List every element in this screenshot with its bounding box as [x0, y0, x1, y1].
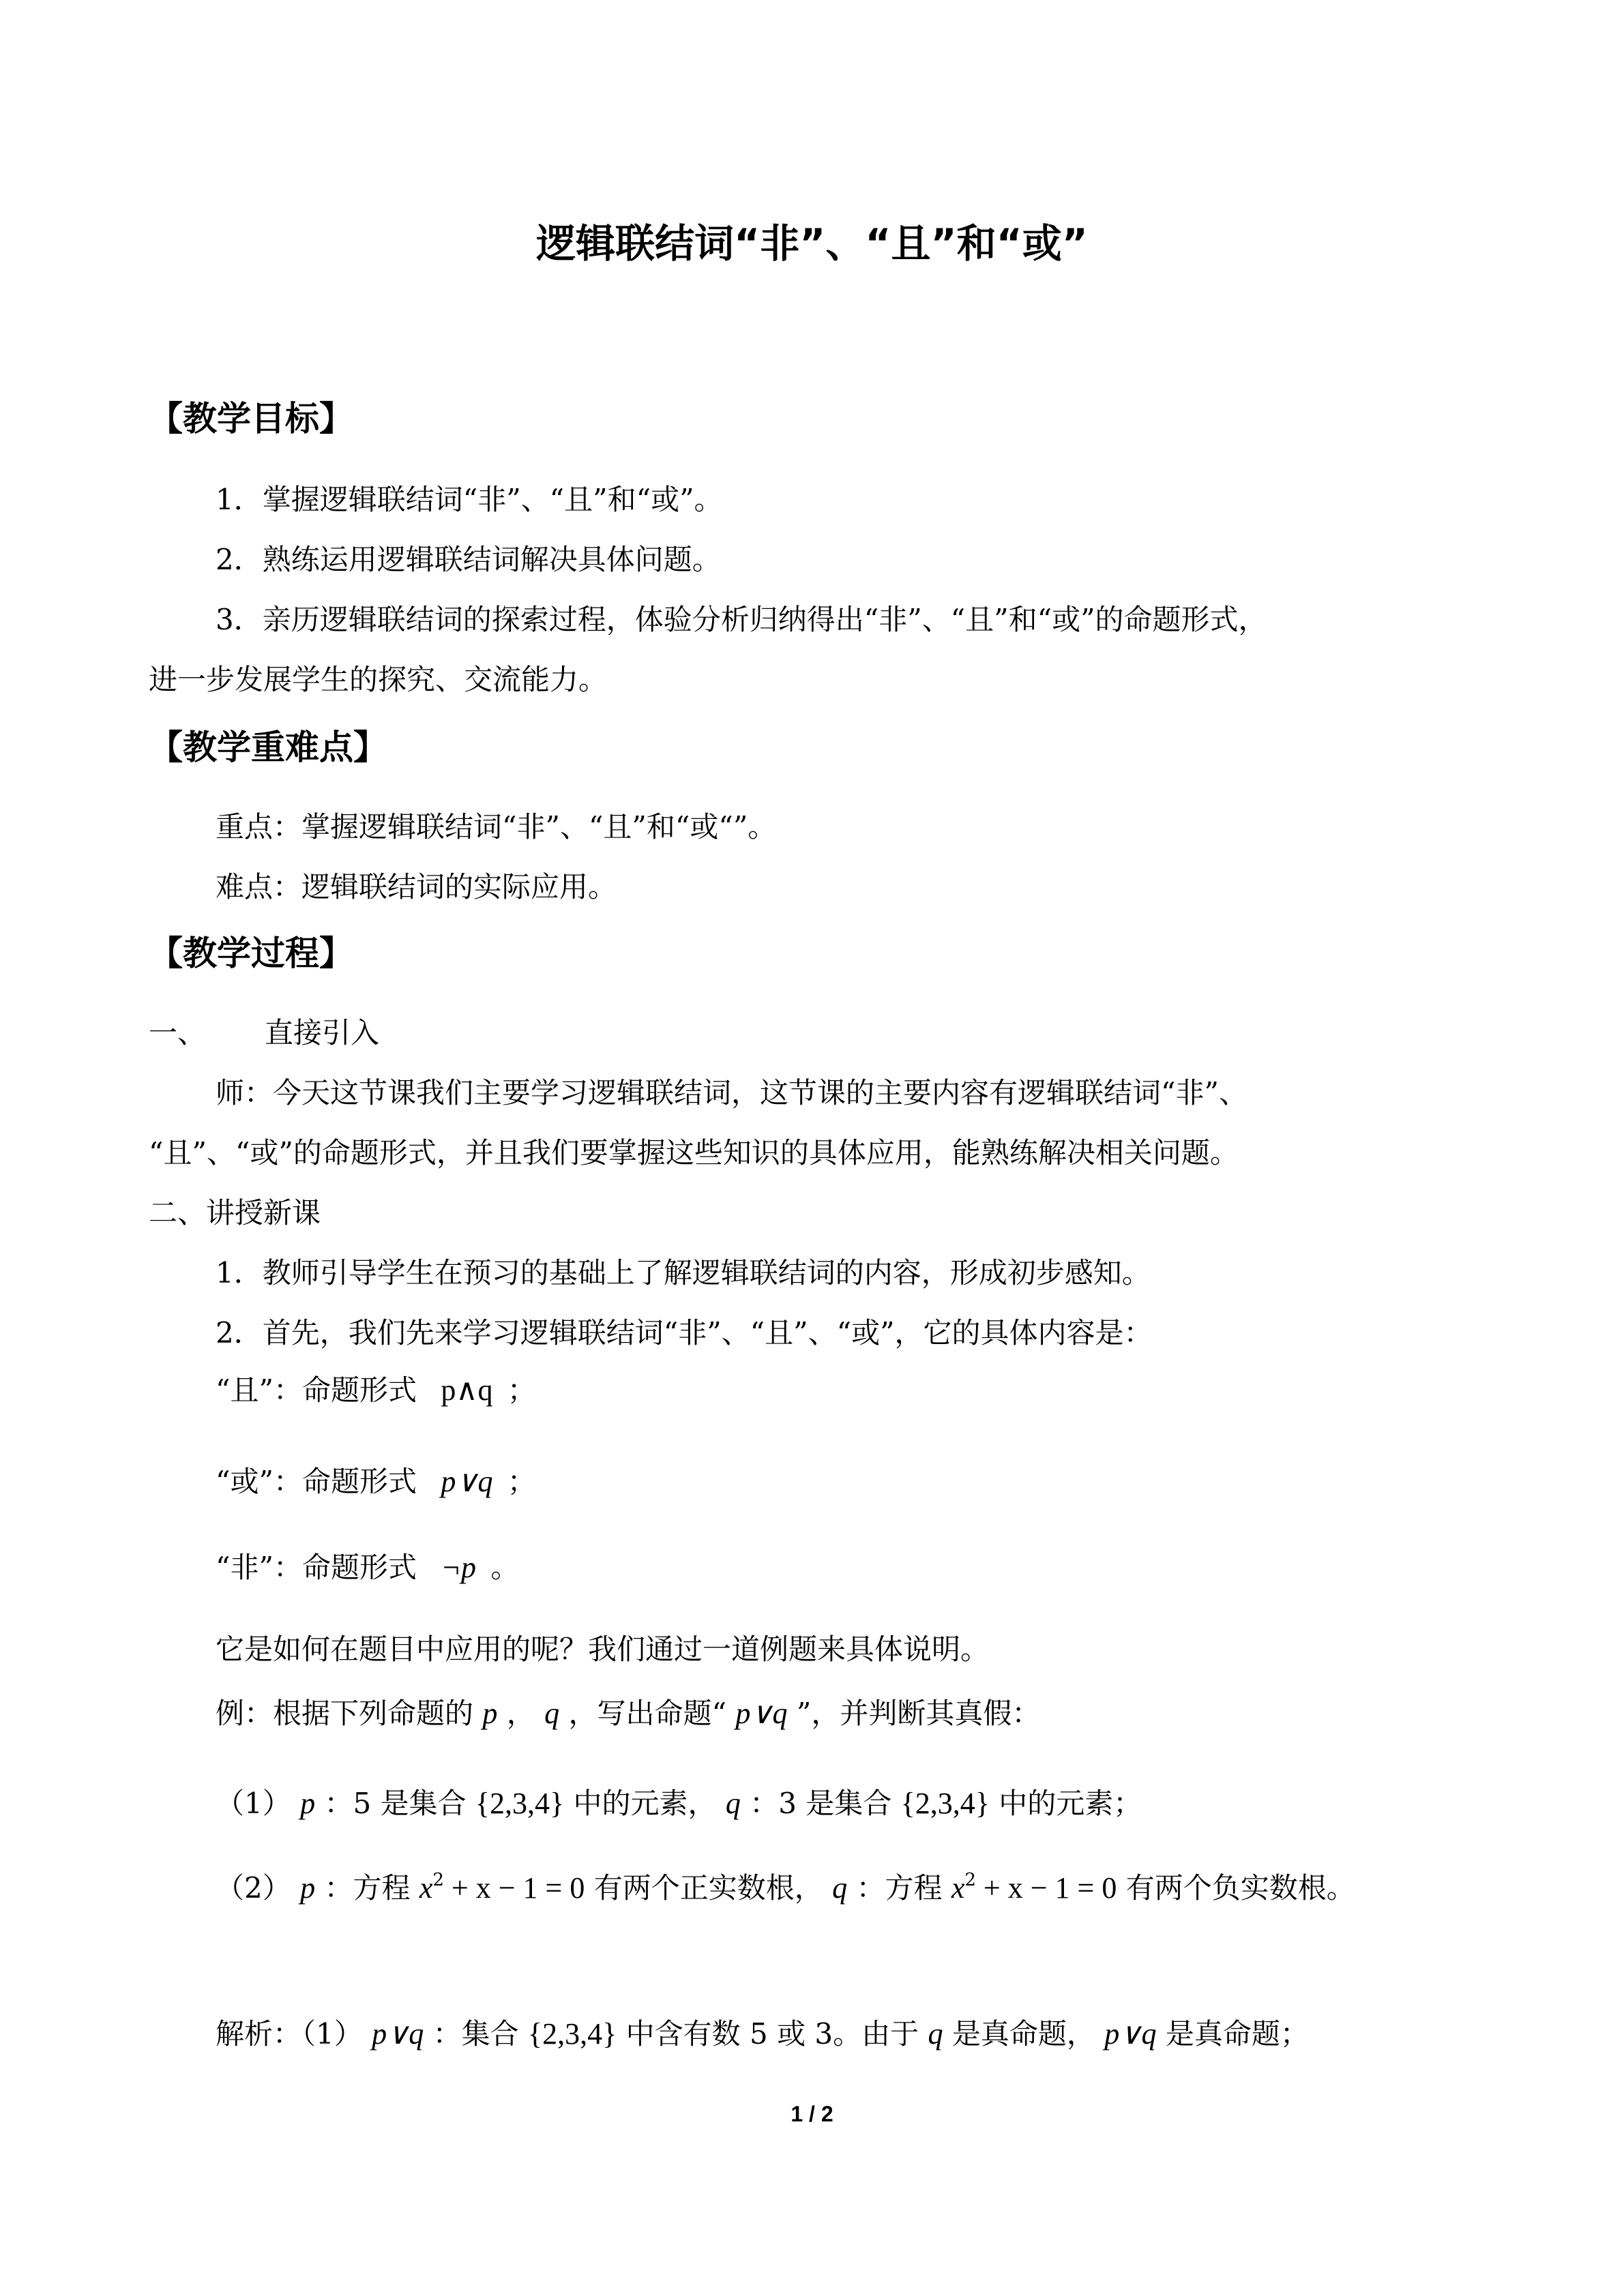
form-not-end: 。 [490, 1551, 520, 1584]
example-item-1-set-a: {2,3,4} [475, 1787, 565, 1820]
objective-item-1: 1．掌握逻辑联结词“非”、“且”和“或”。 [216, 483, 723, 516]
equation-a-rest: + x − 1 = 0 [443, 1871, 585, 1905]
analysis-expression-a: p∨q [372, 2017, 424, 2051]
example-p: p [482, 1697, 498, 1730]
form-and-label: “且”：命题形式 [216, 1373, 417, 1407]
equation-a-exponent: 2 [432, 1870, 444, 1890]
example-intro-c: ”，并判断其真假： [796, 1697, 1041, 1730]
example-item-2-text-b: 有两个正实数根， [593, 1871, 823, 1905]
example-item-1-number: （1） [216, 1787, 291, 1820]
example-item-1-text-a: ：5 是集合 [324, 1787, 467, 1820]
key-point-important: 重点：掌握逻辑联结词“非”、“且”和“或“”。 [216, 810, 777, 844]
form-or-end: ； [507, 1465, 536, 1498]
example-item-2-text-c: ：方程 [856, 1871, 943, 1905]
analysis-q: q [928, 2017, 943, 2051]
section-heading-process: 【教学过程】 [149, 934, 353, 973]
example-comma: ， [506, 1697, 535, 1730]
part1-title: 直接引入 [265, 1016, 380, 1049]
example-item-1-set-b: {2,3,4} [900, 1787, 990, 1820]
question-text: 它是如何在题目中应用的呢？我们通过一道例题来具体说明。 [216, 1632, 990, 1666]
form-or-expression: p∨q [441, 1465, 493, 1498]
analysis-text-d: 是真命题； [1165, 2017, 1309, 2051]
page-number: 1 / 2 [791, 2102, 833, 2126]
analysis-line [216, 2012, 1309, 2053]
equation-b-x: x [951, 1871, 965, 1905]
example-item-2-text-d: 有两个负实数根。 [1125, 1871, 1355, 1905]
part2-item-2: 2．首先，我们先来学习逻辑联结词“非”、“且”、“或”，它的具体内容是： [216, 1316, 1153, 1350]
example-item-1-text-c: ：3 是集合 [750, 1787, 892, 1820]
example-intro-a: 例：根据下列命题的 [216, 1697, 474, 1730]
section-heading-objectives: 【教学目标】 [149, 399, 353, 438]
page-title: 逻辑联结词“非”、“且”和“或” [536, 220, 1088, 267]
analysis-text-b: 中含有数 5 或 3。由于 [625, 2017, 919, 2051]
example-item-2 [216, 1866, 1355, 1907]
analysis-lead: 解析：（1） [216, 2017, 363, 2051]
example-item-2-q: q [832, 1871, 848, 1905]
form-not [216, 1545, 519, 1586]
part2-item-1: 1．教师引导学生在预习的基础上了解逻辑联结词的内容，形成初步感知。 [216, 1256, 1151, 1289]
objective-item-3: 3．亲历逻辑联结词的探索过程，体验分析归纳得出“非”、“且”和“或”的命题形式， [216, 603, 1267, 636]
analysis-text-c: 是真命题， [951, 2017, 1095, 2051]
equation-a-x: x [419, 1871, 433, 1905]
equation-b-rest: + x − 1 = 0 [975, 1871, 1117, 1905]
example-item-2-text-a: ：方程 [324, 1871, 411, 1905]
example-expression: p∨q [735, 1697, 788, 1730]
form-not-label: “非”：命题形式 [216, 1551, 417, 1584]
part1-number: 一、 [149, 1016, 207, 1049]
objective-item-2: 2．熟练运用逻辑联结词解决具体问题。 [216, 543, 721, 576]
example-item-2-number: （2） [216, 1871, 291, 1905]
example-item-1-text-b: 中的元素， [573, 1787, 717, 1820]
analysis-expression-b: p∨q [1104, 2017, 1157, 2051]
part1-text-line-2: “且”、“或”的命题形式，并且我们要掌握这些知识的具体应用，能熟练解决相关问题。 [149, 1136, 1239, 1169]
example-item-1-q: q [725, 1787, 741, 1820]
example-q: q [544, 1697, 560, 1730]
example-intro-b: ，写出命题“ [568, 1697, 726, 1730]
example-intro [216, 1691, 1040, 1732]
example-item-1 [216, 1781, 1142, 1822]
section-heading-key-points: 【教学重难点】 [149, 728, 387, 767]
example-item-1-text-d: 中的元素； [999, 1787, 1142, 1820]
part2-title: 二、讲授新课 [149, 1196, 321, 1229]
form-and-end: ； [507, 1373, 536, 1407]
part1-text-line-1: 师：今天这节课我们主要学习逻辑联结词，这节课的主要内容有逻辑联结词“非”、 [216, 1076, 1247, 1109]
analysis-set: {2,3,4} [528, 2017, 617, 2051]
form-and-expression: p∧q [441, 1373, 493, 1407]
key-point-difficult: 难点：逻辑联结词的实际应用。 [216, 870, 617, 904]
form-and [216, 1368, 536, 1409]
form-or [216, 1459, 536, 1500]
example-item-1-p: p [300, 1787, 316, 1820]
example-item-2-p: p [300, 1871, 316, 1905]
equation-b-exponent: 2 [964, 1870, 976, 1890]
form-or-label: “或”：命题形式 [216, 1465, 417, 1498]
objective-item-3-continuation: 进一步发展学生的探究、交流能力。 [149, 663, 608, 696]
form-not-expression: ¬p [441, 1551, 477, 1584]
analysis-text-a: ：集合 [432, 2017, 519, 2051]
